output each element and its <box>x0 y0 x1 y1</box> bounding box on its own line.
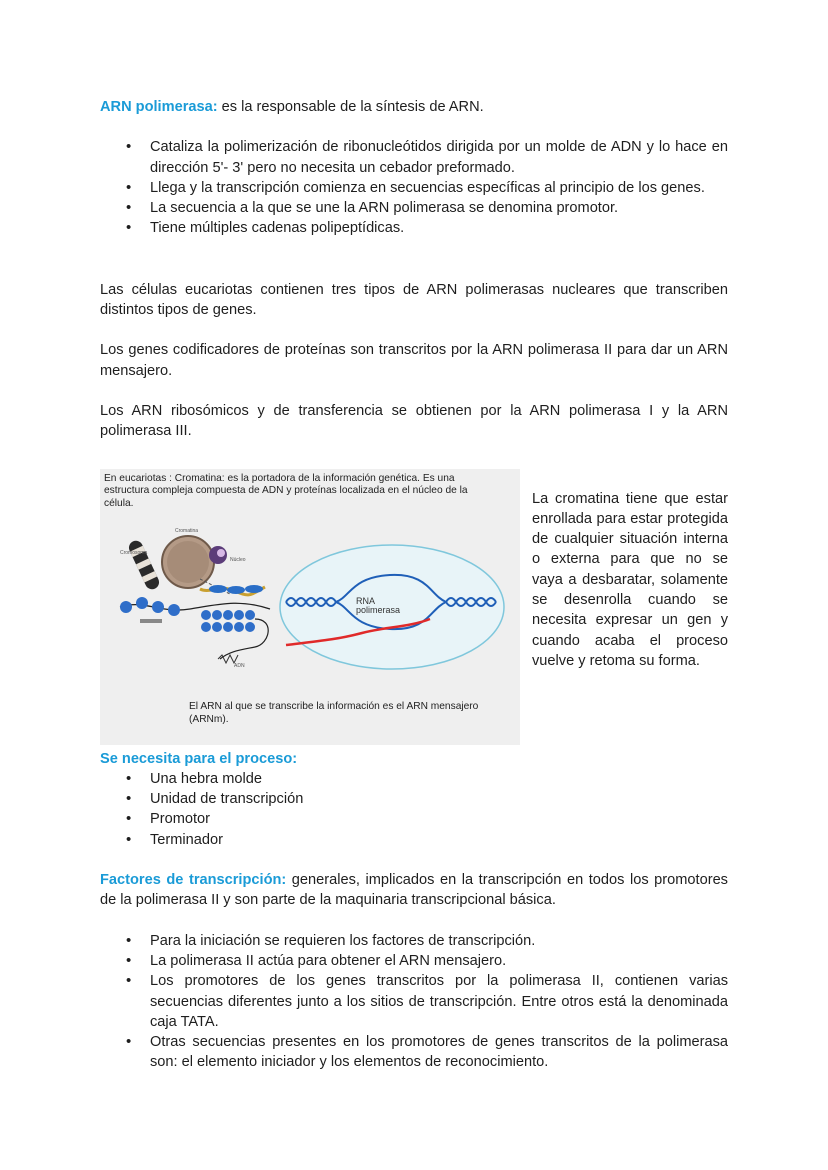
section-intro: es la responsable de la síntesis de ARN. <box>217 99 484 115</box>
tiny-label-nucleo: Núcleo <box>230 556 246 563</box>
bullet-list <box>100 931 728 1073</box>
rna-polymerase-label-line1: RNA <box>356 595 376 606</box>
figure-row <box>100 469 728 749</box>
section-arn-polimerasa <box>100 97 728 117</box>
list-item: • La polimerasa II actúa para obtener el ARN mensajero. <box>100 951 728 971</box>
list-item: • Para la iniciación se requieren los factores de transcripción. <box>100 931 728 951</box>
list-item: • Promotor <box>100 809 728 829</box>
list-item: • La secuencia a la que se une la ARN polimerasa se denomina promotor. <box>100 198 728 218</box>
figure-caption-bottom: El ARN al que se transcribe la información es el ARN mensajero (ARNm). <box>189 700 479 725</box>
chromatin-figure <box>100 469 520 745</box>
section-heading: Se necesita para el proceso: <box>100 750 298 767</box>
section-heading: Factores de transcripción: <box>100 872 287 889</box>
tiny-label-cromosoma: Cromosoma <box>120 549 148 556</box>
list-item: • Otras secuencias presentes en los promotores de genes transcritos de la polimerasa son: el elemento iniciador y los elementos de reconocimiento. <box>100 1032 728 1073</box>
list-item: • Los promotores de los genes transcritos por la polimerasa II, contienen varias secuencias diferentes junto a los sitios de transcripción. Entre otros está la denominada caja TATA. <box>100 971 728 1032</box>
list-item: • Llega y la transcripción comienza en secuencias específicas al principio de los genes. <box>100 178 728 198</box>
list-item: • Una hebra molde <box>100 769 728 789</box>
list-item: • Unidad de transcripción <box>100 789 728 809</box>
list-item: • Terminador <box>100 830 728 850</box>
chromatin-side-text: La cromatina tiene que estar enrollada para estar protegida de cualquier situación interna o externa para que no se vaya a desbaratar, solamente se desenrolla cuando se necesita expresar un gen y cuando acaba el proceso vuelve y retoma su forma. <box>532 490 728 669</box>
section-needed-heading-line <box>100 749 728 769</box>
document-page <box>100 97 728 1073</box>
bullet-list <box>100 137 728 238</box>
tiny-label-cromatina: Cromatina <box>175 527 199 534</box>
section-factores <box>100 870 728 911</box>
list-item: • Tiene múltiples cadenas polipeptídicas. <box>100 218 728 238</box>
list-item: • Cataliza la polimerización de ribonucleótidos dirigida por un molde de ADN y lo hace en dirección 5'- 3' pero no necesita un cebador preformado. <box>100 137 728 178</box>
paragraph: Los genes codificadores de proteínas son transcritos por la ARN polimerasa II para dar un ARN mensajero. <box>100 342 728 379</box>
section-intro: generales, implicados en la transcripción en todos los promotores de la polimerasa II y son parte de la maquinaria transcripcional básica. <box>100 872 728 909</box>
paragraph: Los ARN ribosómicos y de transferencia se obtienen por la ARN polimerasa I y la ARN polimerasa III. <box>100 402 728 440</box>
figure-caption-top: En eucariotas : Cromatina: es la portadora de la información genética. Es una estructura compleja compuesta de ADN y proteínas localizada en el núcleo de la célula. <box>104 472 468 509</box>
tiny-label-adn: ADN <box>234 662 245 669</box>
section-heading: ARN polimerasa: <box>100 99 218 115</box>
rna-polymerase-label-line2: polimerasa <box>356 604 401 615</box>
paragraph: Las células eucariotas contienen tres tipos de ARN polimerasas nucleares que transcriben distintos tipos de genes. <box>100 281 728 319</box>
bullet-list <box>100 769 728 850</box>
